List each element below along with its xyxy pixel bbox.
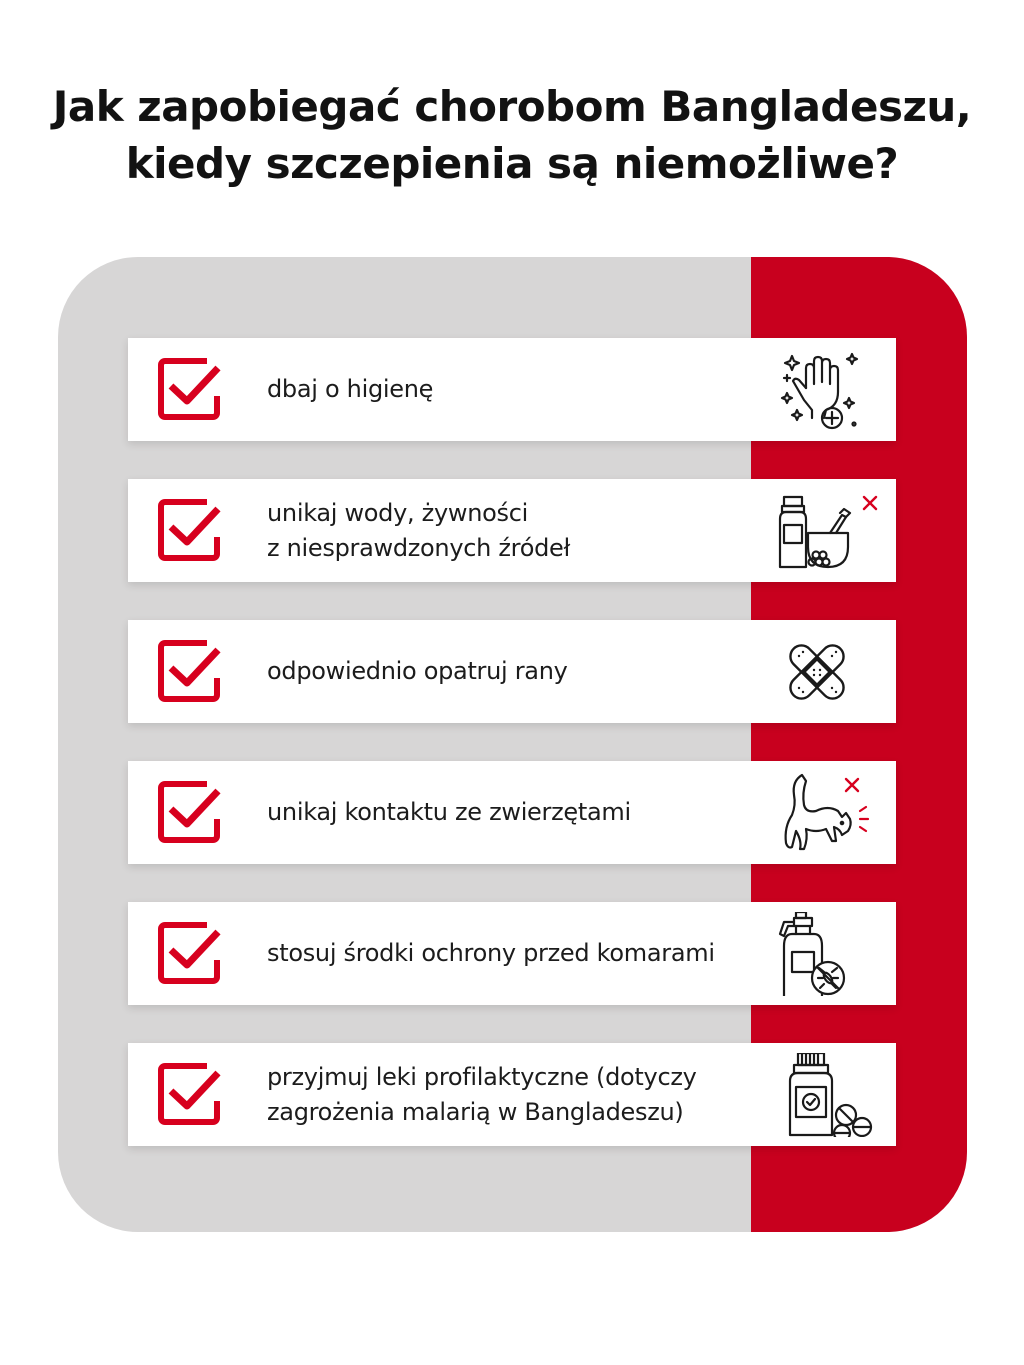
item-label: unikaj kontaktu ze zwierzętami bbox=[267, 798, 631, 826]
list-item-wounds bbox=[128, 620, 896, 723]
list-item-mosquitoes bbox=[128, 902, 896, 1005]
list-item-animals bbox=[128, 761, 896, 864]
list-item-food-water bbox=[128, 479, 896, 582]
item-label: odpowiednio opatruj rany bbox=[267, 657, 568, 685]
item-label: stosuj środki ochrony przed komarami bbox=[267, 939, 715, 967]
hand-hygiene-icon bbox=[772, 348, 882, 432]
hissing-cat-icon bbox=[772, 771, 882, 855]
checkbox-checked-icon bbox=[156, 1061, 222, 1127]
item-label: unikaj wody, żywności z niesprawdzonych źródeł bbox=[267, 498, 571, 562]
bandage-icon bbox=[772, 630, 882, 714]
list-item-prophylaxis bbox=[128, 1043, 896, 1146]
checkbox-checked-icon bbox=[156, 638, 222, 704]
page-title bbox=[0, 78, 1024, 192]
mosquito-repellent-spray-icon bbox=[772, 912, 882, 996]
checkbox-checked-icon bbox=[156, 779, 222, 845]
checkbox-checked-icon bbox=[156, 497, 222, 563]
title-line-2: kiedy szczepienia są niemożliwe? bbox=[125, 139, 899, 188]
medicine-bottle-pills-icon bbox=[772, 1053, 882, 1137]
checkbox-checked-icon bbox=[156, 356, 222, 422]
list-item-hygiene bbox=[128, 338, 896, 441]
item-label: przyjmuj leki profilaktyczne (dotyczy zagrożenia malarią w Bangladeszu) bbox=[267, 1062, 697, 1126]
title-line-1: Jak zapobiegać chorobom Bangladeszu, bbox=[52, 82, 972, 131]
checkbox-checked-icon bbox=[156, 920, 222, 986]
item-label: dbaj o higienę bbox=[267, 375, 434, 403]
food-water-warning-icon bbox=[772, 489, 882, 573]
